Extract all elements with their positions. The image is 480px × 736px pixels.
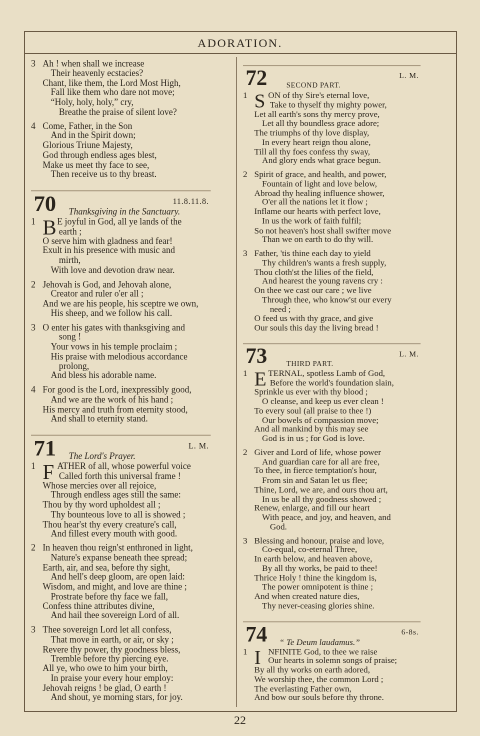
verse-line: And all mankind by this may see xyxy=(254,424,369,435)
verse-number: 1 xyxy=(243,91,248,101)
right-column xyxy=(243,60,421,708)
verse-number: 1 xyxy=(31,461,36,472)
drop-capital: S xyxy=(254,90,266,112)
drop-capital: F xyxy=(42,460,55,484)
verse-line: From sin and Satan let us flee; xyxy=(262,475,368,486)
hymn-meter: L. M. xyxy=(399,349,419,358)
verse-line: Make us meet thy face to see, xyxy=(42,160,150,171)
verse-line: Fall like them who dare not move; xyxy=(50,88,175,98)
verse-number: 4 xyxy=(31,385,36,396)
header-rule xyxy=(24,53,457,54)
verse-line: Thy never-ceasing glories shine. xyxy=(262,601,375,611)
verse-line: “Holy, holy, holy,” cry, xyxy=(50,97,134,108)
hymn-header xyxy=(31,436,211,462)
verse-line: Let all earth's sons thy mercy prove, xyxy=(254,109,380,120)
verse-line: Jehovah reigns ! be glad, O earth ! xyxy=(42,683,167,694)
verse-line: And glory ends what grace begun. xyxy=(262,156,381,166)
verse-line: And in the Spirit down; xyxy=(50,131,136,142)
verse-line: Jehovah is God, and Jehovah alone, xyxy=(42,279,172,290)
hymn-subtitle: Thanksgiving in the Sanctuary. xyxy=(68,207,181,218)
hymn-verse xyxy=(31,122,211,180)
verse-number: 3 xyxy=(31,59,36,69)
verse-line: And hearest the young ravens cry : xyxy=(262,276,383,287)
verse-number: 2 xyxy=(243,447,248,458)
verse-line: And we are his people, his sceptre we own, xyxy=(42,299,199,309)
running-head: ADORATION. xyxy=(197,36,283,50)
verse-number: 2 xyxy=(31,543,36,554)
verse-line: Revere thy power, thy goodness bless, xyxy=(42,644,181,655)
verse-line: prolong, xyxy=(58,361,90,372)
verse-line: And guardian care for all are free, xyxy=(262,457,380,467)
verse-line: earth ; xyxy=(58,226,82,237)
verse-line: Through thee, who know'st our every xyxy=(262,295,392,305)
verse-line: Thrice Holy ! thine the kingdom is, xyxy=(254,573,377,583)
verse-line: Their heavenly ecstacies? xyxy=(50,68,144,79)
verse-line: Thou cloth'st the lilies of the field, xyxy=(254,267,374,278)
hymn-separator xyxy=(31,435,211,436)
hymn-verse xyxy=(31,218,211,276)
verse-line: Co-equal, co-eternal Three, xyxy=(262,545,358,555)
drop-capital: B xyxy=(42,216,57,239)
verse-line: In us be all thy goodness showed ; xyxy=(262,494,382,504)
verse-line: To thee, in fierce temptation's hour, xyxy=(254,466,377,477)
verse-line: Blessing and honour, praise and love, xyxy=(254,536,385,546)
hymn-header xyxy=(243,66,421,93)
verse-line: God. xyxy=(269,522,287,532)
verse-line: mirth, xyxy=(58,255,81,266)
hymn-number: 73 xyxy=(245,344,268,369)
left-column xyxy=(31,60,211,708)
verse-line: Take to thyself thy mighty power, xyxy=(269,100,387,111)
hymn-meter: L. M. xyxy=(399,71,419,80)
verse-line: Fountain of light and love below, xyxy=(262,179,377,189)
hymn-verse xyxy=(31,626,211,703)
verse-line: Come, Father, in the Son xyxy=(42,121,133,132)
drop-capital: I xyxy=(254,646,261,668)
verse-line: The everlasting Father own, xyxy=(254,684,352,694)
verse-line: Thy bounteous love to all is showed ; xyxy=(50,510,186,520)
verse-line: For good is the Lord, inexpressibly good, xyxy=(42,385,192,396)
verse-line: Prostrate before thy face we fall, xyxy=(50,591,169,602)
column-divider xyxy=(236,57,237,707)
verse-number: 2 xyxy=(243,170,248,180)
verse-number: 1 xyxy=(243,369,248,379)
verse-line: need ; xyxy=(269,304,291,315)
verse-line: Called forth this universal frame ! xyxy=(58,471,181,482)
verse-line: In us the work of faith fulfil; xyxy=(262,216,362,227)
verse-line: O enter his gates with thanksgiving and xyxy=(42,322,185,333)
hymn-verse xyxy=(243,648,421,704)
verse-line: Let all thy boundless grace adore; xyxy=(262,119,380,129)
verse-line: Our souls this day the living bread ! xyxy=(254,323,379,333)
verse-line: And we are the work of his hand ; xyxy=(50,395,174,405)
verse-line: Our hearts in solemn songs of praise; xyxy=(268,656,398,666)
verse-line: Before the world's foundation slain, xyxy=(269,378,394,388)
verse-line: ATHER of all, whose powerful voice xyxy=(57,461,191,472)
verse-line: Thou hear'st thy every creature's call, xyxy=(42,519,177,530)
verse-line: In heaven thou reign'st enthroned in light, xyxy=(42,543,193,554)
verse-line: His mercy and truth from eternity stood, xyxy=(42,404,188,415)
hymn-meter: L. M. xyxy=(188,441,209,451)
verse-line: ON of thy Sire's eternal love, xyxy=(268,91,370,101)
verse-line: And shall to eternity stand. xyxy=(50,414,148,425)
hymn-part-label: SECOND PART. xyxy=(286,80,341,90)
hymn-separator xyxy=(243,343,421,344)
hymn-part-label: THIRD PART. xyxy=(286,358,334,368)
verse-line: His praise with melodious accordance xyxy=(50,351,188,362)
verse-line: Renew, enlarge, and fill our heart xyxy=(254,503,370,514)
hymn-verse xyxy=(243,370,421,445)
verse-line: Exult in his presence with music and xyxy=(42,246,175,257)
verse-line: So not heaven's host shall swifter move xyxy=(254,225,392,236)
verse-line: The triumphs of thy love display, xyxy=(254,128,370,138)
hymn-header xyxy=(243,622,421,648)
verse-line: Through endless ages still the same: xyxy=(50,490,181,501)
verse-number: 3 xyxy=(243,248,248,259)
verse-line: With peace, and joy, and heaven, and xyxy=(262,513,391,523)
hymn-separator xyxy=(31,190,211,191)
verse-line: song ! xyxy=(58,332,82,343)
verse-line: Giver and Lord of life, whose power xyxy=(254,447,382,458)
verse-number: 3 xyxy=(31,322,36,333)
verse-line: Thy children's wants a fresh supply, xyxy=(262,258,387,268)
hymn-meter: 11.8.11.8. xyxy=(172,196,209,206)
verse-number: 3 xyxy=(243,536,248,546)
verse-line: E joyful in God, all ye lands of the xyxy=(57,217,182,228)
verse-line: And bow our souls before thy throne. xyxy=(254,693,384,704)
hymn-number: 70 xyxy=(33,192,57,217)
verse-line: TERNAL, spotless Lamb of God, xyxy=(268,369,386,379)
verse-line: Nature's expanse beneath thee spread; xyxy=(50,553,188,564)
hymn-header xyxy=(243,344,421,370)
verse-line: Our bowels of compassion move; xyxy=(262,415,379,426)
verse-line: Abroad thy healing influence shower, xyxy=(254,188,385,199)
verse-line: The power omnipotent is thine ; xyxy=(262,582,373,593)
verse-line: To every soul (all praise to thee !) xyxy=(254,406,372,416)
hymn-verse xyxy=(243,171,421,246)
verse-line: Than we on earth to do thy will. xyxy=(262,235,374,245)
verse-line: And bless his adorable name. xyxy=(50,371,157,382)
verse-line: Father, 'tis thine each day to yield xyxy=(254,248,371,259)
hymn-verse xyxy=(31,60,211,118)
verse-line: In every heart reign thou alone, xyxy=(262,137,371,148)
verse-line: Creator and ruler o'er all ; xyxy=(50,289,144,300)
verse-line: Then receive us to thy breast. xyxy=(50,169,157,180)
hymn-verse xyxy=(31,544,211,621)
verse-line: And hail thee sovereign Lord of all. xyxy=(50,611,180,622)
verse-line: Whose mercies over all rejoice, xyxy=(42,481,157,491)
verse-line: Thine, Lord, we are, and ours thou art, xyxy=(254,485,388,495)
verse-line: Sprinkle us ever with thy blood ; xyxy=(254,387,368,398)
verse-number: 4 xyxy=(31,121,36,132)
verse-line: All ye, who owe to him your birth, xyxy=(42,663,168,674)
hymn-verse xyxy=(31,281,211,320)
verse-line: His sheep, and we follow his call. xyxy=(50,308,173,319)
verse-line: O cleanse, and keep us ever clean ! xyxy=(262,396,384,407)
verse-line: Tremble before thy piercing eye. xyxy=(50,654,169,665)
hymn-verse xyxy=(31,324,211,382)
hymn-meter: 6-8s. xyxy=(401,627,419,636)
verse-line: Spirit of grace, and health, and power, xyxy=(254,170,387,180)
verse-line: And hell's deep gloom, are open laid: xyxy=(50,572,185,583)
verse-line: And shout, ye morning stars, for joy. xyxy=(50,692,183,703)
verse-line: Thou by thy word upholdest all ; xyxy=(42,500,161,511)
verse-line: God through endless ages blest, xyxy=(42,150,157,161)
hymn-header xyxy=(31,192,211,218)
verse-number: 2 xyxy=(31,279,36,290)
verse-line: With love and devotion draw near. xyxy=(50,265,175,276)
verse-line: Confess thine attributes divine, xyxy=(42,601,155,612)
hymn-number: 72 xyxy=(245,66,268,91)
verse-line: God is in us ; for God is love. xyxy=(262,434,365,444)
verse-line: Earth, air, and sea, before thy sight, xyxy=(42,562,171,573)
drop-capital: E xyxy=(254,368,267,390)
verse-line: And fillest every mouth with good. xyxy=(50,529,178,540)
verse-number: 1 xyxy=(243,646,248,657)
verse-line: Glorious Triune Majesty, xyxy=(42,140,133,151)
hymn-verse xyxy=(31,460,211,540)
verse-line: We worship thee, the common Lord ; xyxy=(254,674,384,685)
hymn-subtitle: The Lord's Prayer. xyxy=(68,451,136,462)
verse-line: By all thy works, be paid to thee! xyxy=(262,563,378,574)
hymn-verse xyxy=(243,250,421,334)
hymn-verse xyxy=(243,449,421,533)
verse-line: Your vows in his temple proclaim ; xyxy=(50,342,178,353)
page-number: 22 xyxy=(234,713,246,727)
hymn-separator xyxy=(243,621,421,622)
verse-line: Thee sovereign Lord let all confess, xyxy=(42,625,172,636)
hymn-subtitle: “ Te Deum laudamus.” xyxy=(279,637,360,647)
verse-line: By all thy works on earth adored, xyxy=(254,665,370,676)
hymn-verse xyxy=(243,92,421,167)
hymn-number: 74 xyxy=(245,622,268,647)
verse-line: Wisdom, and might, and love are thine ; xyxy=(42,582,187,593)
verse-line: O feed us with thy grace, and give xyxy=(254,314,374,324)
hymn-separator xyxy=(243,65,421,66)
hymn-number: 71 xyxy=(33,436,57,461)
verse-number: 1 xyxy=(31,217,36,228)
verse-line: In earth below, and heaven above, xyxy=(254,554,373,565)
verse-line: Inflame our hearts with perfect love, xyxy=(254,207,381,217)
verse-line: NFINITE God, to thee we raise xyxy=(268,646,378,657)
verse-line: Ah ! when shall we increase xyxy=(42,59,145,69)
verse-line: On thee we cast our care ; we live xyxy=(254,286,372,296)
verse-line: And when created nature dies, xyxy=(254,591,360,602)
verse-line: O serve him with gladness and fear! xyxy=(42,236,173,247)
verse-line: Breathe the praise of silent love? xyxy=(58,107,177,118)
verse-line: Till all thy foes confess thy sway, xyxy=(254,147,371,157)
verse-number: 3 xyxy=(31,625,36,636)
hymn-verse xyxy=(243,537,421,612)
verse-line: Chant, like them, the Lord Most High, xyxy=(42,78,181,89)
verse-line: That move in earth, or air, or sky ; xyxy=(50,634,174,645)
verse-line: In praise your every hour employ: xyxy=(50,673,174,684)
hymn-verse xyxy=(31,386,211,425)
verse-line: O'er all the nations let it flow ; xyxy=(262,197,368,208)
